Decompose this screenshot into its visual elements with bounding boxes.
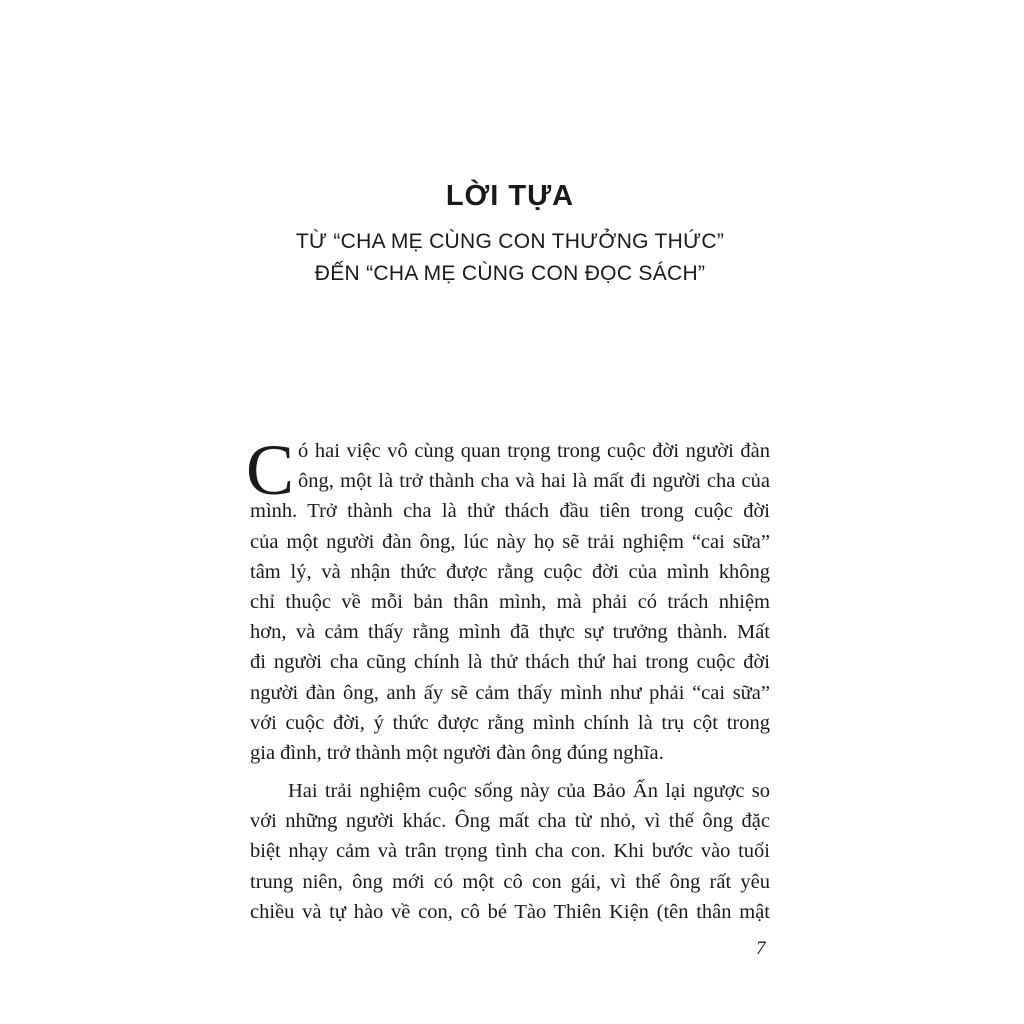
text-line: tâm lý, và nhận thức được rằng cuộc đời của mình không <box>250 560 770 583</box>
text-line: biệt nhạy cảm và trân trọng tình cha con. Khi bước vào tuổi <box>250 840 770 863</box>
paragraph-gap <box>250 768 770 776</box>
paragraph-1 <box>246 430 770 768</box>
text-line: hơn, và cảm thấy rằng mình đã thực sự trưởng thành. Mất <box>250 621 770 644</box>
text-line: mình. Trở thành cha là thử thách đầu tiên trong cuộc đời <box>250 500 770 523</box>
text-line: trung niên, ông mới có một cô con gái, vì thế ông rất yêu <box>250 870 770 893</box>
chapter-title: LỜI TỰA <box>445 180 575 212</box>
text-line: đi người cha cũng chính là thử thách thứ hai trong cuộc đời <box>250 651 770 674</box>
text-line: chiều và tự hào về con, cô bé Tào Thiên Kiện (tên thân mật <box>250 900 770 923</box>
text-line: với những người khác. Ông mất cha từ nhỏ, vì thế ông đặc <box>250 810 770 833</box>
text-line: gia đình, trở thành một người đàn ông đúng nghĩa. <box>250 741 664 764</box>
chapter-subtitle-line-1: TỪ “CHA MẸ CÙNG CON THƯỞNG THỨC” <box>295 230 725 253</box>
text-line: với cuộc đời, ý thức được rằng mình chính là trụ cột trong <box>250 711 770 734</box>
text-line: chỉ thuộc về mỗi bản thân mình, mà phải có trách nhiệm <box>250 590 770 613</box>
drop-cap: C <box>246 430 295 510</box>
text-line: ó hai việc vô cùng quan trọng trong cuộc đời người đàn <box>298 440 770 462</box>
text-line: của một người đàn ông, lúc này họ sẽ trải nghiệm “cai sữa” <box>250 530 770 553</box>
page-number: 7 <box>756 938 766 959</box>
text-line: Hai trải nghiệm cuộc sống này của Bảo Ấn lại ngược so <box>288 780 770 803</box>
text-line: người đàn ông, anh ấy sẽ cảm thấy mình như phải “cai sữa” <box>250 681 770 704</box>
paragraph-2 <box>250 776 770 927</box>
text-line: ông, một là trở thành cha và hai là mất đi người cha của <box>298 470 770 493</box>
body-text <box>246 430 770 927</box>
chapter-subtitle-line-2: ĐẾN “CHA MẸ CÙNG CON ĐỌC SÁCH” <box>314 262 706 285</box>
